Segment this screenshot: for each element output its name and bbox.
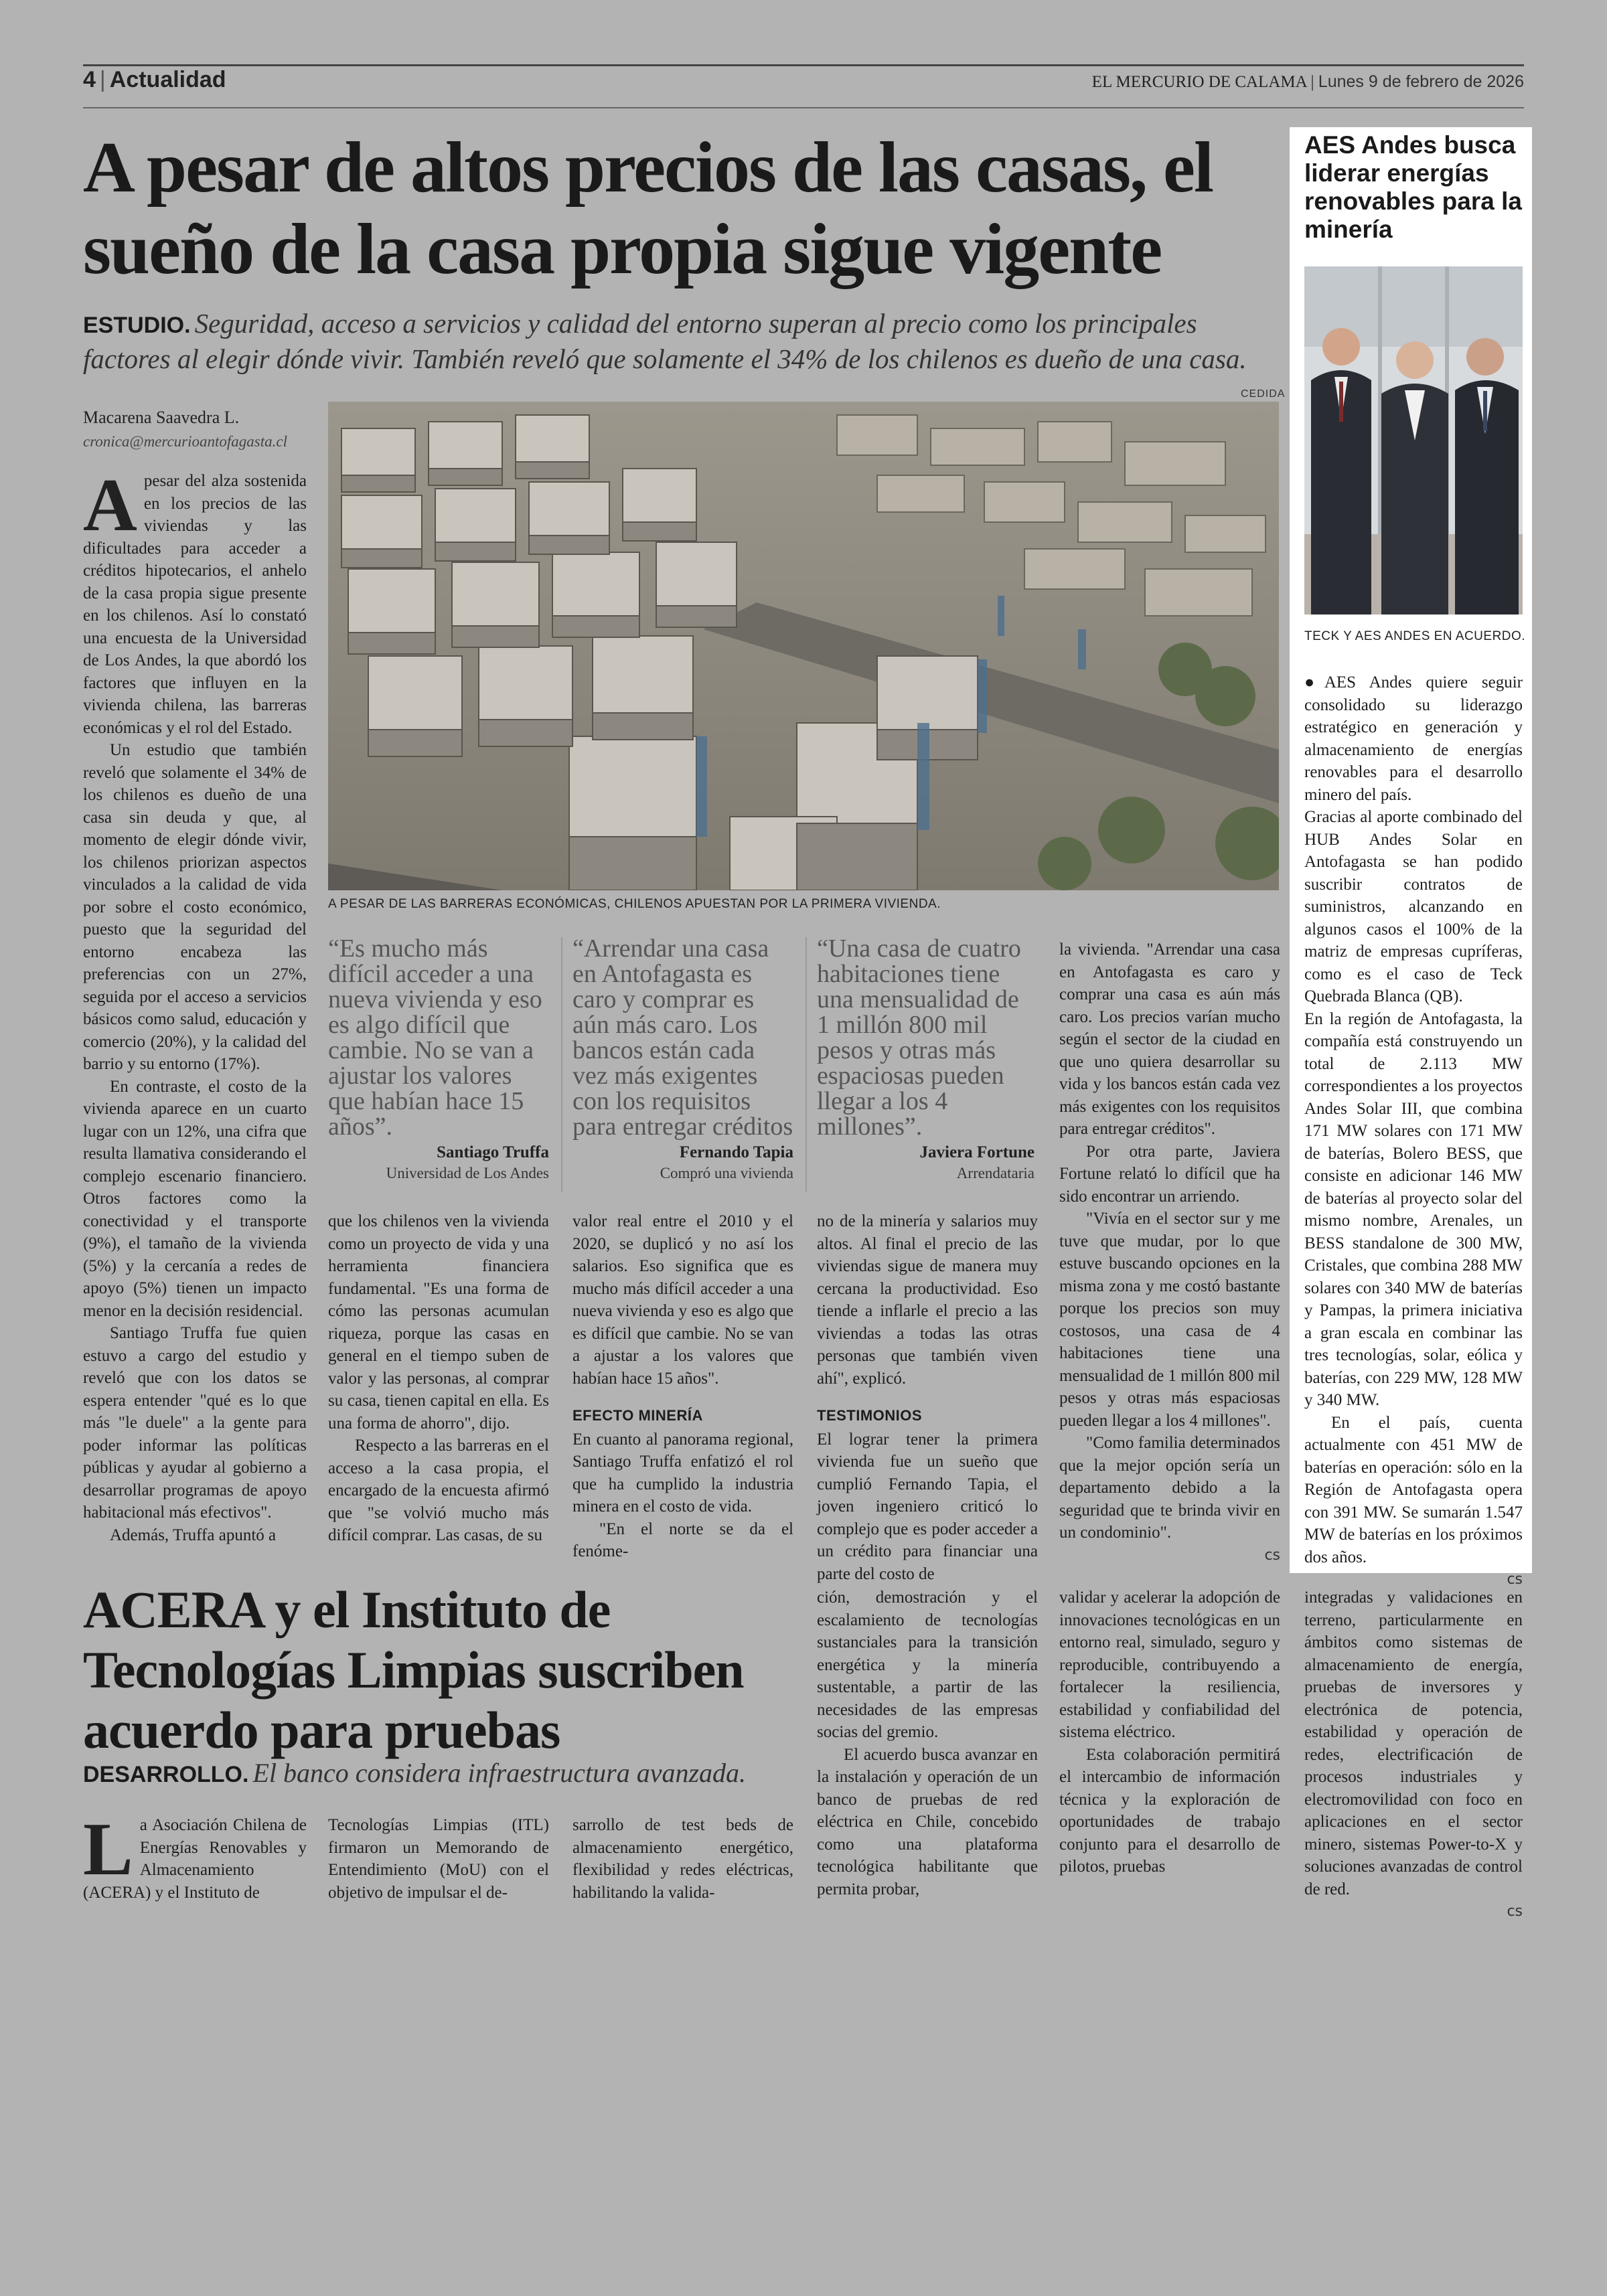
- page-number: 4: [83, 67, 96, 92]
- main-deck: [83, 307, 1275, 376]
- end-mark-icon: cs: [1507, 1571, 1523, 1588]
- sidebar-p4: En el país, cuenta actualmente con 451 MW de baterías en operación: sólo en la Región de Antofagasta opera con 391 MW. Se sumarán 1.547 MW de baterías en los próximos dos años.: [1304, 1413, 1523, 1566]
- pull-quote-3-role: Arrendataria: [956, 1165, 1035, 1181]
- bottom-deck: [83, 1757, 820, 1789]
- main-dropcap: A: [83, 464, 137, 547]
- main-col3-p3: "En el norte se da el fenóme-: [572, 1520, 793, 1560]
- pull-quote-2-name: Fernando Tapia: [679, 1143, 793, 1161]
- main-col5-p3: "Vivía en el sector sur y me tuve que mudar, por lo que estuve buscando opciones en la misma zona y me costó bastante porque los precios son muy costosos, una casa de 4 habitaciones tiene una mensualidad de 1 millón 800 mil pesos y otras más espaciosas pueden llegar a los 4 millones".: [1059, 1210, 1280, 1430]
- sidebar-p3: En la región de Antofagasta, la compañía está construyendo un total de 2.113 MW correspondientes a los proyectos Andes Solar III, que combina 171 MW solares con 171 MW de baterías, Bolero BESS, que consiste en adicionar 146 MW de baterías al proyecto solar del mismo nombre, Arenales, un BESS standalone de 300 MW, Cristales, que combina 288 MW solares con 340 MW de baterías y Pampas, la primera iniciativa a gran escala en combinar las tres tecnologías, solar, eólica y baterías, con 229 MW, 128 MW y 340 MW.: [1304, 1009, 1523, 1409]
- main-col3-p1: valor real entre el 2010 y el 2020, se duplicó y no así los salarios. Eso significa que es mucho más difícil acceder a una nueva vivienda y eso es algo que es difícil que cambie. No se van a ajustar a los valores que habían hace 15 años".: [572, 1212, 793, 1388]
- main-col1-p4: Santiago Truffa fue quien estuvo a cargo del estudio y reveló que con los datos se espera entender "qué es lo que más "le duele" a la gente para poder informar las políticas públicas y ayudar al gobierno a desarrollar programas de apoyo habitacional más efectivos".: [83, 1324, 307, 1522]
- author-name: Macarena Saavedra L.: [83, 408, 240, 427]
- main-col-3: [572, 1210, 793, 1563]
- pull-quote-1-name: Santiago Truffa: [437, 1143, 549, 1161]
- main-col1-p1: pesar del alza sostenida en los precios de las viviendas y las dificultades para acceder a créditos hipotecarios, el anhelo de la casa propia sigue presente en los chilenos. Así lo constató una encuesta de la Universidad de Los Andes, la que abordó los factores que influyen en la vivienda chilena, las barreras económicas y el rol del Estado.: [83, 472, 307, 737]
- bottom-col2-text: Tecnologías Limpias (ITL) firmaron un Memorando de Entendimiento (MoU) con el objetivo de impulsar el de-: [328, 1816, 549, 1902]
- bottom-col-1: [83, 1808, 307, 1904]
- main-col5-p2: Por otra parte, Javiera Fortune relató lo difícil que ha sido encontrar un arriendo.: [1059, 1142, 1280, 1206]
- main-col-2: [328, 1210, 549, 1547]
- bottom-col3-text: sarrollo de test beds de almacenamiento energético, flexibilidad y redes eléctricas, habilitando la valida-: [572, 1816, 793, 1902]
- bottom-col1-text: a Asociación Chilena de Energías Renovables y Almacenamiento (ACERA) y el Instituto de: [83, 1816, 307, 1902]
- main-col1-p5: Además, Truffa apuntó a: [110, 1526, 277, 1544]
- main-col-5: [1059, 938, 1280, 1566]
- main-col2-p2: Respecto a las barreras en el acceso a la casa propia, el encargado de la encuesta afirmó que "se volvió mucho más difícil comprar. Las casas, de su: [328, 1437, 549, 1544]
- subhead-testimonios: TESTIMONIOS: [817, 1407, 923, 1424]
- bottom-kicker: DESARROLLO.: [83, 1762, 249, 1787]
- main-col5-p4: "Como familia determinados que la mejor opción sería un departamento debido a la seguridad que te brinda vivir en un condominio".: [1059, 1434, 1280, 1542]
- sidebar-text: [1304, 671, 1523, 1591]
- sidebar-p2: Gracias al aporte combinado del HUB Andes Solar en Antofagasta se han podido suscribir contratos de suministros, alcanzando en algunos casos el 100% de la matriz de empresas cupríferas, como es el caso de Teck Quebrada Blanca (QB).: [1304, 808, 1523, 1005]
- pull-quote-2: “Arrendar una casa en Antofagasta es caro y comprar es aún más caro. Los bancos están cada vez más exigentes con los requisitos para entregar créditos: [572, 934, 793, 1141]
- pull-quote-3: “Una casa de cuatro habitaciones tiene una mensualidad de 1 millón 800 mil pesos y otras más espaciosas pueden llegar a los 4 millones”.: [817, 934, 1021, 1141]
- bottom-deck-text: El banco considera infraestructura avanzada.: [252, 1758, 747, 1788]
- sidebar-photo-caption: TECK Y AES ANDES EN ACUERDO.: [1304, 629, 1526, 643]
- main-col5-p1: la vivienda. "Arrendar una casa en Antofagasta es caro y comprar una casa es aún más caro. Los precios varían mucho según el sector de la ciudad en que uno quiera desarrollar su vida y los bancos están cada vez más exigentes con los requisitos para entregar créditos".: [1059, 940, 1280, 1138]
- pull-quote-2-role: Compró una vivienda: [660, 1165, 793, 1181]
- bottom-col5-p2: Esta colaboración permitirá el intercambio de información técnica y la exploración de oportunidades de trabajo conjunto para el desarrollo de pilotos, pruebas: [1059, 1745, 1280, 1876]
- bottom-col-5: [1059, 1586, 1280, 1878]
- top-rule: [83, 64, 1524, 66]
- sidebar-photo: [1304, 266, 1523, 614]
- main-col-4: [817, 1210, 1038, 1585]
- bottom-col-2: [328, 1814, 549, 1904]
- bottom-dropcap: L: [83, 1808, 133, 1891]
- bottom-col-6: [1304, 1586, 1523, 1923]
- photo-credit: CEDIDA: [1241, 388, 1286, 400]
- sidebar-p1: ●AES Andes quiere seguir consolidado su liderazgo estratégico en generación y almacenamiento de energías renovables para el desarrollo minero del país.: [1304, 673, 1523, 804]
- pull-quote-1-role: Universidad de Los Andes: [386, 1165, 549, 1181]
- main-col1-p3: En contraste, el costo de la vivienda aparece en un cuarto lugar con un 12%, una cifra que resulta llamativa considerando el complejo escenario financiero. Otros factores como la conectividad y el transporte (9%), el tamaño de la vivienda (5%) y la cercanía a redes de apoyo (5%) tienen un impacto menor en la decisión residencial.: [83, 1077, 307, 1320]
- construction-aerial-image: [328, 402, 1279, 890]
- author-email[interactable]: cronica@mercurioantofagasta.cl: [83, 433, 287, 450]
- header-bottom-rule: [83, 107, 1524, 108]
- main-col-1: [83, 464, 307, 1546]
- bottom-col4-p1: ción, demostración y el escalamiento de tecnologías sustanciales para la transición energética y la minería sustentable, a partir de las necesidades de las empresas socias del gremio.: [817, 1588, 1038, 1741]
- main-kicker: ESTUDIO.: [83, 313, 191, 338]
- pull-quote-3-name: Javiera Fortune: [919, 1143, 1035, 1161]
- pull-quote-1: “Es mucho más difícil acceder a una nueva vivienda y eso es algo difícil que cambie. No se van a ajustar los valores que habían hace 15 años”.: [328, 934, 542, 1141]
- main-col4-p2: El lograr tener la primera vivienda fue un sueño que cumplió Fernando Tapia, el joven ingeniero criticó lo complejo que es poder acceder a un crédito para financiar una parte del costo de: [817, 1430, 1038, 1583]
- byline: [83, 406, 324, 454]
- bottom-col-4: [817, 1586, 1038, 1900]
- bottom-col-3: [572, 1814, 793, 1904]
- bottom-col5-p1: validar y acelerar la adopción de innovaciones tecnológicas en un entorno real, simulado, seguro y reproducible, contribuyendo a fortalecer la resiliencia, estabilidad y confiabilidad del sistema eléctrico.: [1059, 1588, 1280, 1741]
- end-mark-icon: cs: [1264, 1546, 1280, 1564]
- main-col4-p1: no de la minería y salarios muy altos. Al final el precio de las viviendas sigue de manera muy cercana la productividad. Eso tiende a inflarle el precio a las viviendas a todas las otras personas que también viven ahí", explicó.: [817, 1212, 1038, 1388]
- sidebar-title: AES Andes busca liderar energías renovables para la minería: [1304, 131, 1522, 243]
- main-headline: A pesar de altos precios de las casas, el sueño de la casa propia sigue vigente: [83, 128, 1213, 289]
- publication-date: Lunes 9 de febrero de 2026: [1318, 72, 1524, 91]
- main-col1-p2: Un estudio que también reveló que solamente el 34% de los chilenos es dueño de una casa sin deuda y que, al momento de elegir dónde vivir, los chilenos priorizan aspectos vinculados a la calidad de vida por sobre el costo económico, puesto que la seguridad del entorno encabeza las preferencias con un 27%, seguida por el acceso a servicios básicos como salud, educación y comercio (20%), y la calidad del barrio y su entorno (17%).: [83, 741, 307, 1073]
- publication-name: EL MERCURIO DE CALAMA: [1091, 73, 1307, 91]
- bottom-col4-p2: El acuerdo busca avanzar en la instalación y operación de un banco de pruebas de red eléctrica en Chile, concebido como una plataforma tecnológica habilitante que permita probar,: [817, 1745, 1038, 1898]
- end-mark-icon: cs: [1507, 1903, 1523, 1920]
- bottom-col6-p1: integradas y validaciones en terreno, particularmente en ámbitos como sistemas de almacenamiento de energía, pruebas de inversores y electrónica de potencia, estabilidad y operación de redes, electrificación de procesos industriales y electromovilidad con foco en aplicaciones en el sector minero, sistemas Power-to-X y soluciones avanzadas de control de red.: [1304, 1588, 1523, 1898]
- main-col3-p2: En cuanto al panorama regional, Santiago Truffa enfatizó el rol que ha cumplido la industria minera en el costo de vida.: [572, 1430, 793, 1515]
- masthead-right: EL MERCURIO DE CALAMA | Lunes 9 de febrero de 2026: [1091, 72, 1524, 91]
- subhead-efecto-mineria: EFECTO MINERÍA: [572, 1407, 703, 1424]
- quote-divider: [561, 937, 562, 1192]
- page-section-label: 4 | Actualidad: [83, 67, 226, 92]
- main-col2-p1: que los chilenos ven la vivienda como un proyecto de vida y una herramienta financiera fundamental. "Es una forma de cómo las personas acumulan riqueza, porque las casas en general en el tiempo suben de valor y las personas, al comprar su casa, tienen capital en ella. Es una forma de ahorro", dijo.: [328, 1212, 549, 1432]
- quote-divider: [806, 937, 807, 1192]
- executives-photo-image: [1304, 266, 1523, 614]
- main-photo-caption: A PESAR DE LAS BARRERAS ECONÓMICAS, CHILENOS APUESTAN POR LA PRIMERA VIVIENDA.: [328, 897, 941, 911]
- bottom-headline: ACERA y el Instituto de Tecnologías Limpias suscriben acuerdo para pruebas: [83, 1580, 744, 1759]
- main-photo: [328, 402, 1279, 890]
- section-name: Actualidad: [109, 67, 226, 92]
- main-deck-text: Seguridad, acceso a servicios y calidad del entorno superan al precio como los principales factores al elegir dónde vivir. También reveló que solamente el 34% de los chilenos es dueño de una casa.: [83, 308, 1247, 374]
